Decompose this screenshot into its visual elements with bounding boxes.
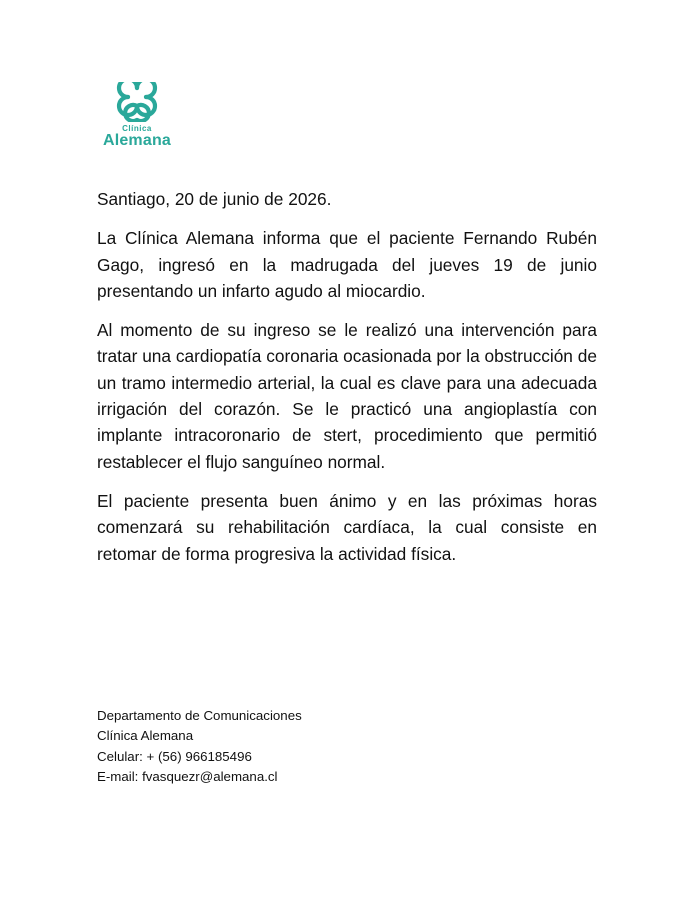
signature-email: E-mail: fvasquezr@alemana.cl [97, 769, 278, 785]
date-line: Santiago, 20 de junio de 2026. [97, 189, 332, 209]
paragraph-recovery: El paciente presenta buen ánimo y en las próximas horas comenzará su rehabilitación cardíaca, la cual consiste en retomar de forma progresiva la actividad física. [97, 490, 597, 564]
logo-mark-icon [116, 82, 158, 122]
signature-organization: Clínica Alemana [97, 728, 194, 744]
paragraph-admission: La Clínica Alemana informa que el paciente Fernando Rubén Gago, ingresó en la madrugada del jueves 19 de junio presentando un infarto agudo al miocardio. [97, 228, 597, 301]
logo-big-text: Alemana [102, 132, 172, 149]
paragraph-procedure: Al momento de su ingreso se le realizó una intervención para tratar una cardiopatía coronaria ocasionada por la obstrucción de un tramo intermedio arterial, la cual es clave para una adecuada irrigación del corazón. Se le practicó una angioplastía con implante intracoronario de stert, procedimiento que permitió restablecer el flujo sanguíneo normal. [97, 320, 597, 472]
clinica-alemana-logo [99, 82, 179, 148]
logo-small-text: Clínica [122, 124, 152, 133]
letter-body [97, 186, 597, 580]
signature-department: Departamento de Comunicaciones [97, 708, 302, 723]
signature-phone: Celular: + (56) 966185496 [97, 748, 252, 764]
signature-block [97, 706, 302, 788]
